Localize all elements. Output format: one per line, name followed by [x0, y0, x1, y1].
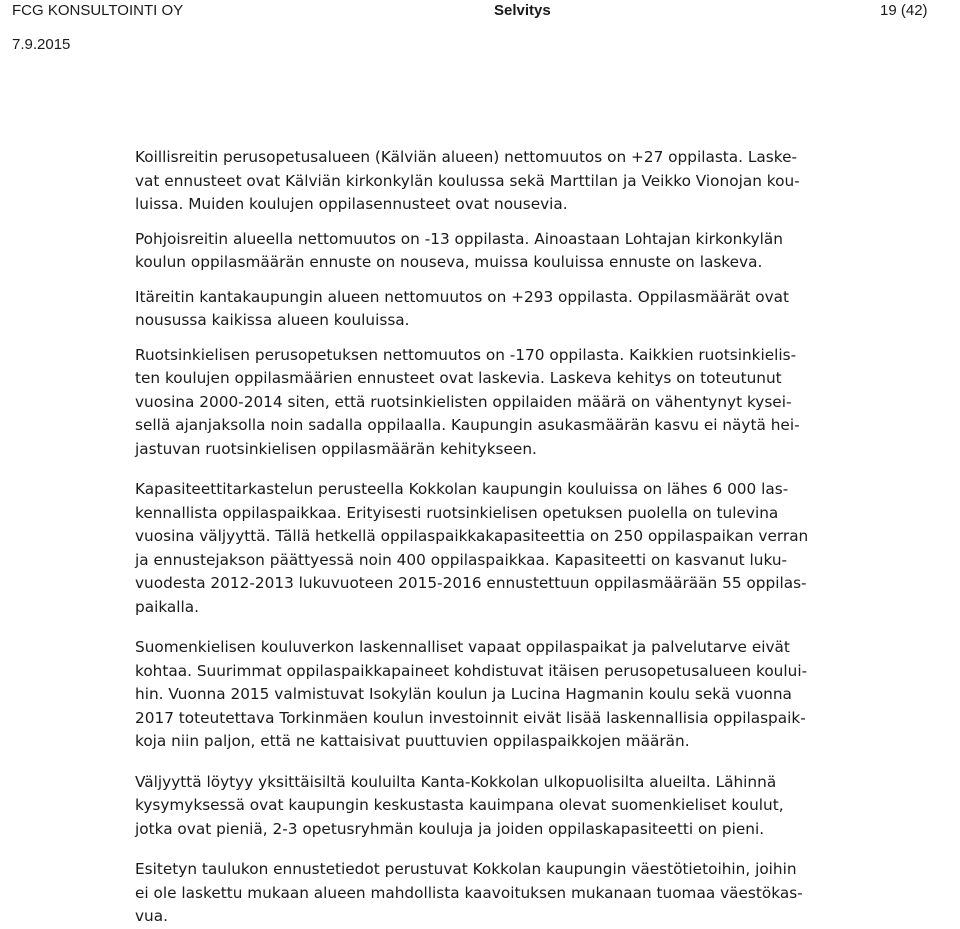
paragraph-ennustetiedot: Esitetyn taulukon ennustetiedot perustuvat Kokkolan kaupungin väestötietoihin, joihin ei ole laskettu mukaan alueen mahdollista kaavoituksen mukanaan tuomaa väestökas- vua.: [135, 860, 803, 925]
paragraph-suomenkielinen: Suomenkielisen kouluverkon laskennalliset vapaat oppilaspaikat ja palvelutarve eivät kohtaa. Suurimmat oppilaspaikkapaineet kohdistuvat itäisen perusopetusalueen koului- hin. Vuonna 2015 valmistuvat Isokylän koulun ja Lucina Hagmanin koulu sekä vuonna 2017 toteutettava Torkinmäen koulun investoinnit eivät lisää laskennallisia oppilaspaik- koja niin paljon, että ne kattaisivat puuttuvien oppilaspaikkojen määrän.: [135, 638, 808, 750]
document-body: [135, 146, 925, 929]
company-name: FCG KONSULTOINTI OY: [12, 2, 184, 19]
paragraph-ruotsinkielinen: Ruotsinkielisen perusopetuksen nettomuutos on -170 oppilasta. Kaikkien ruotsinkielis- ten koulujen oppilasmäärien ennusteet ovat laskevia. Laskeva kehitys on toteutunut vuosina 2000-2014 siten, että ruotsinkielisten oppilaiden määrä on vähentynyt kysei- sellä ajanjaksolla noin sadalla oppilaalla. Kaupungin asukasmäärän kasvu ei näytä hei- jastuvan ruotsinkielisen oppilasmäärän kehitykseen.: [135, 345, 800, 458]
paragraph-koillisreitti: Koillisreitin perusopetusalueen (Kälviän alueen) nettomuutos on +27 oppilasta. Laske- vat ennusteet ovat Kälviän kirkonkylän koulussa sekä Marttilan ja Veikko Vionojan kou- luissa. Muiden koulujen oppilasennusteet ovat nousevia.: [135, 148, 800, 213]
page-number: 19 (42): [880, 2, 928, 19]
page-header: [0, 0, 960, 56]
paragraph-pohjoisreitti: Pohjoisreitin alueella nettomuutos on -13 oppilasta. Ainoastaan Lohtajan kirkonkylän koulun oppilasmäärän ennuste on nouseva, muissa kouluissa ennuste on laskeva.: [135, 229, 784, 271]
document-type: Selvitys: [494, 2, 551, 19]
paragraph-kapasiteetti: Kapasiteettitarkastelun perusteella Kokkolan kaupungin kouluissa on lähes 6 000 las- kennallista oppilaspaikkaa. Erityisesti ruotsinkielisen opetuksen puolella on tulevina vuosina väljyyttä. Tällä hetkellä oppilaspaikkakapasiteettia on 250 oppilaspaikan verran ja ennustejakson päättyessä noin 400 oppilaspaikkaa. Kapasiteetti on kasvanut luku- vuodesta 2012-2013 lukuvuoteen 2015-2016 ennustettuun oppilasmäärään 55 oppilas- paikalla.: [135, 480, 809, 616]
paragraph-itareitti: Itäreitin kantakaupungin alueen nettomuutos on +293 oppilasta. Oppilasmäärät ovat nousussa kaikissa alueen kouluissa.: [135, 287, 790, 329]
paragraph-valjyys: Väljyyttä löytyy yksittäisiltä kouluilta Kanta-Kokkolan ulkopuolisilta alueilta. Lähinnä kysymyksessä ovat kaupungin keskustasta kauimpana olevat suomenkieliset koulut, jotka ovat pieniä, 2-3 opetusryhmän kouluja ja joiden oppilaskapasiteetti on pieni.: [135, 772, 784, 838]
document-date: 7.9.2015: [12, 36, 71, 53]
